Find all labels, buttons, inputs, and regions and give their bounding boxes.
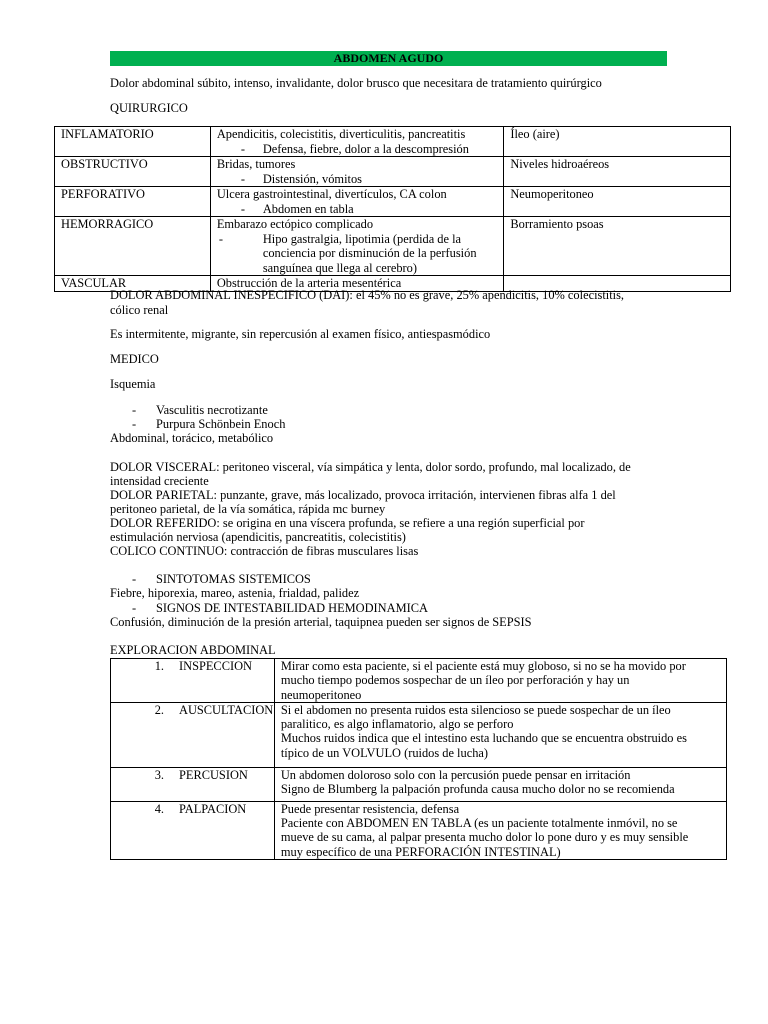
table-row [111, 801, 727, 859]
dolor-line: intensidad creciente [110, 474, 209, 488]
table-row [111, 768, 727, 802]
section-heading-exploracion: EXPLORACION ABDOMINAL [110, 643, 276, 657]
sub-item: - Distensión, vómitos [240, 171, 362, 186]
sign-cell: Niveles hidroaéreos [504, 157, 731, 187]
sign-cell: Borramiento psoas [504, 217, 731, 276]
dolor-line: DOLOR PARIETAL: punzante, grave, más localizado, provoca irritación, intervienen fibras alfa 1 del [110, 488, 616, 502]
desc-text: Ulcera gastrointestinal, divertículos, CA colon [216, 187, 447, 201]
sintomas-text: Fiebre, hiporexia, mareo, astenia, frialdad, palidez [110, 586, 360, 600]
document-title: ABDOMEN AGUDO [110, 51, 667, 66]
sign-cell: Neumoperitoneo [504, 187, 731, 217]
step-cell: 4. PALPACION [111, 801, 275, 859]
table-row [55, 127, 731, 157]
desc-text: Apendicitis, colecistitis, diverticulitis, pancreatitis [216, 127, 466, 141]
abdominal-toracico-text: Abdominal, torácico, metabólico [110, 431, 274, 445]
step-cell: 2. AUSCULTACION [111, 702, 275, 767]
dolor-line: DOLOR VISCERAL: peritoneo visceral, vía simpática y lenta, dolor sordo, profundo, mal localizado, de [110, 460, 631, 474]
desc-cell [210, 187, 504, 217]
type-cell: VASCULAR [55, 276, 211, 292]
sub-item: - Defensa, fiebre, dolor a la descompresión [240, 141, 469, 156]
dolor-line: COLICO CONTINUO: contracción de fibras musculares lisas [110, 544, 419, 558]
desc-cell [210, 157, 504, 187]
isquemia-label: Isquemia [110, 377, 156, 391]
desc-cell [210, 217, 504, 276]
sub-item: - Hipo gastralgia, lipotimia (perdida de la conciencia por disminución de la perfusión sanguínea que llega al cerebro) [218, 231, 477, 275]
type-cell: PERFORATIVO [55, 187, 211, 217]
dolor-line: peritoneo parietal, de la vía somática, rápida mc burney [110, 502, 386, 516]
table-row [55, 187, 731, 217]
dai-text-line1: DOLOR ABDOMINAL INESPECIFICO (DAI): el 45% no es grave, 25% apendicitis, 10% colecistitis, [110, 288, 625, 302]
desc-text: Bridas, tumores [216, 157, 296, 171]
intro-text: Dolor abdominal súbito, intenso, invalidante, dolor brusco que necesitara de tratamiento quirúrgico [110, 76, 602, 90]
table-row [111, 659, 727, 703]
desc-text: Obstrucción de la arteria mesentérica [216, 276, 402, 290]
type-cell: HEMORRAGICO [55, 217, 211, 276]
dolor-line: estimulación nerviosa (apendicitis, pancreatitis, colecistitis) [110, 530, 406, 544]
table-row [55, 157, 731, 187]
step-cell: 3. PERCUSION [111, 768, 275, 802]
step-cell: 1. INSPECCION [111, 659, 275, 703]
exploracion-table [110, 658, 727, 860]
detail-cell: Puede presentar resistencia, defensa Paciente con ABDOMEN EN TABLA (es un paciente totalmente inmóvil, no se mueve de su cama, al palpar presenta mucho dolor lo pone duro y es muy sensible muy específico de una PERFORACIÓN INTESTINAL) [274, 801, 726, 859]
desc-cell [210, 127, 504, 157]
table-row [111, 702, 727, 767]
detail-cell: Si el abdomen no presenta ruidos esta silencioso se puede sospechar de un íleo paralitico, es algo inflamatorio, algo se perforo Muchos ruidos indica que el intestino esta luchando que se encuentra obstruido es típico de un VOLVULO (ruidos de lucha) [274, 702, 726, 767]
dai-text-line2: cólico renal [110, 303, 169, 317]
intermitente-text: Es intermitente, migrante, sin repercusión al examen físico, antiespasmódico [110, 327, 491, 341]
type-cell: INFLAMATORIO [55, 127, 211, 157]
type-cell: OBSTRUCTIVO [55, 157, 211, 187]
desc-text: Embarazo ectópico complicado [216, 217, 374, 231]
section-heading-quirurgico: QUIRURGICO [110, 101, 188, 115]
quirurgico-table [54, 126, 731, 292]
dolor-line: DOLOR REFERIDO: se origina en una víscera profunda, se refiere a una región superficial por [110, 516, 585, 530]
table-row [55, 217, 731, 276]
sub-item: - Abdomen en tabla [240, 201, 354, 216]
detail-cell: Un abdomen doloroso solo con la percusión puede pensar en irritación Signo de Blumberg la palpación profunda causa mucho dolor no se recomienda [274, 768, 726, 802]
sign-cell: Íleo (aire) [504, 127, 731, 157]
signos-text: Confusión, diminución de la presión arterial, taquipnea pueden ser signos de SEPSIS [110, 615, 532, 629]
section-heading-medico: MEDICO [110, 352, 159, 366]
detail-cell: Mirar como esta paciente, si el paciente está muy globoso, si no se ha movido por mucho tiempo podemos sospechar de un íleo por perforación y hay un neumoperitoneo [274, 659, 726, 703]
